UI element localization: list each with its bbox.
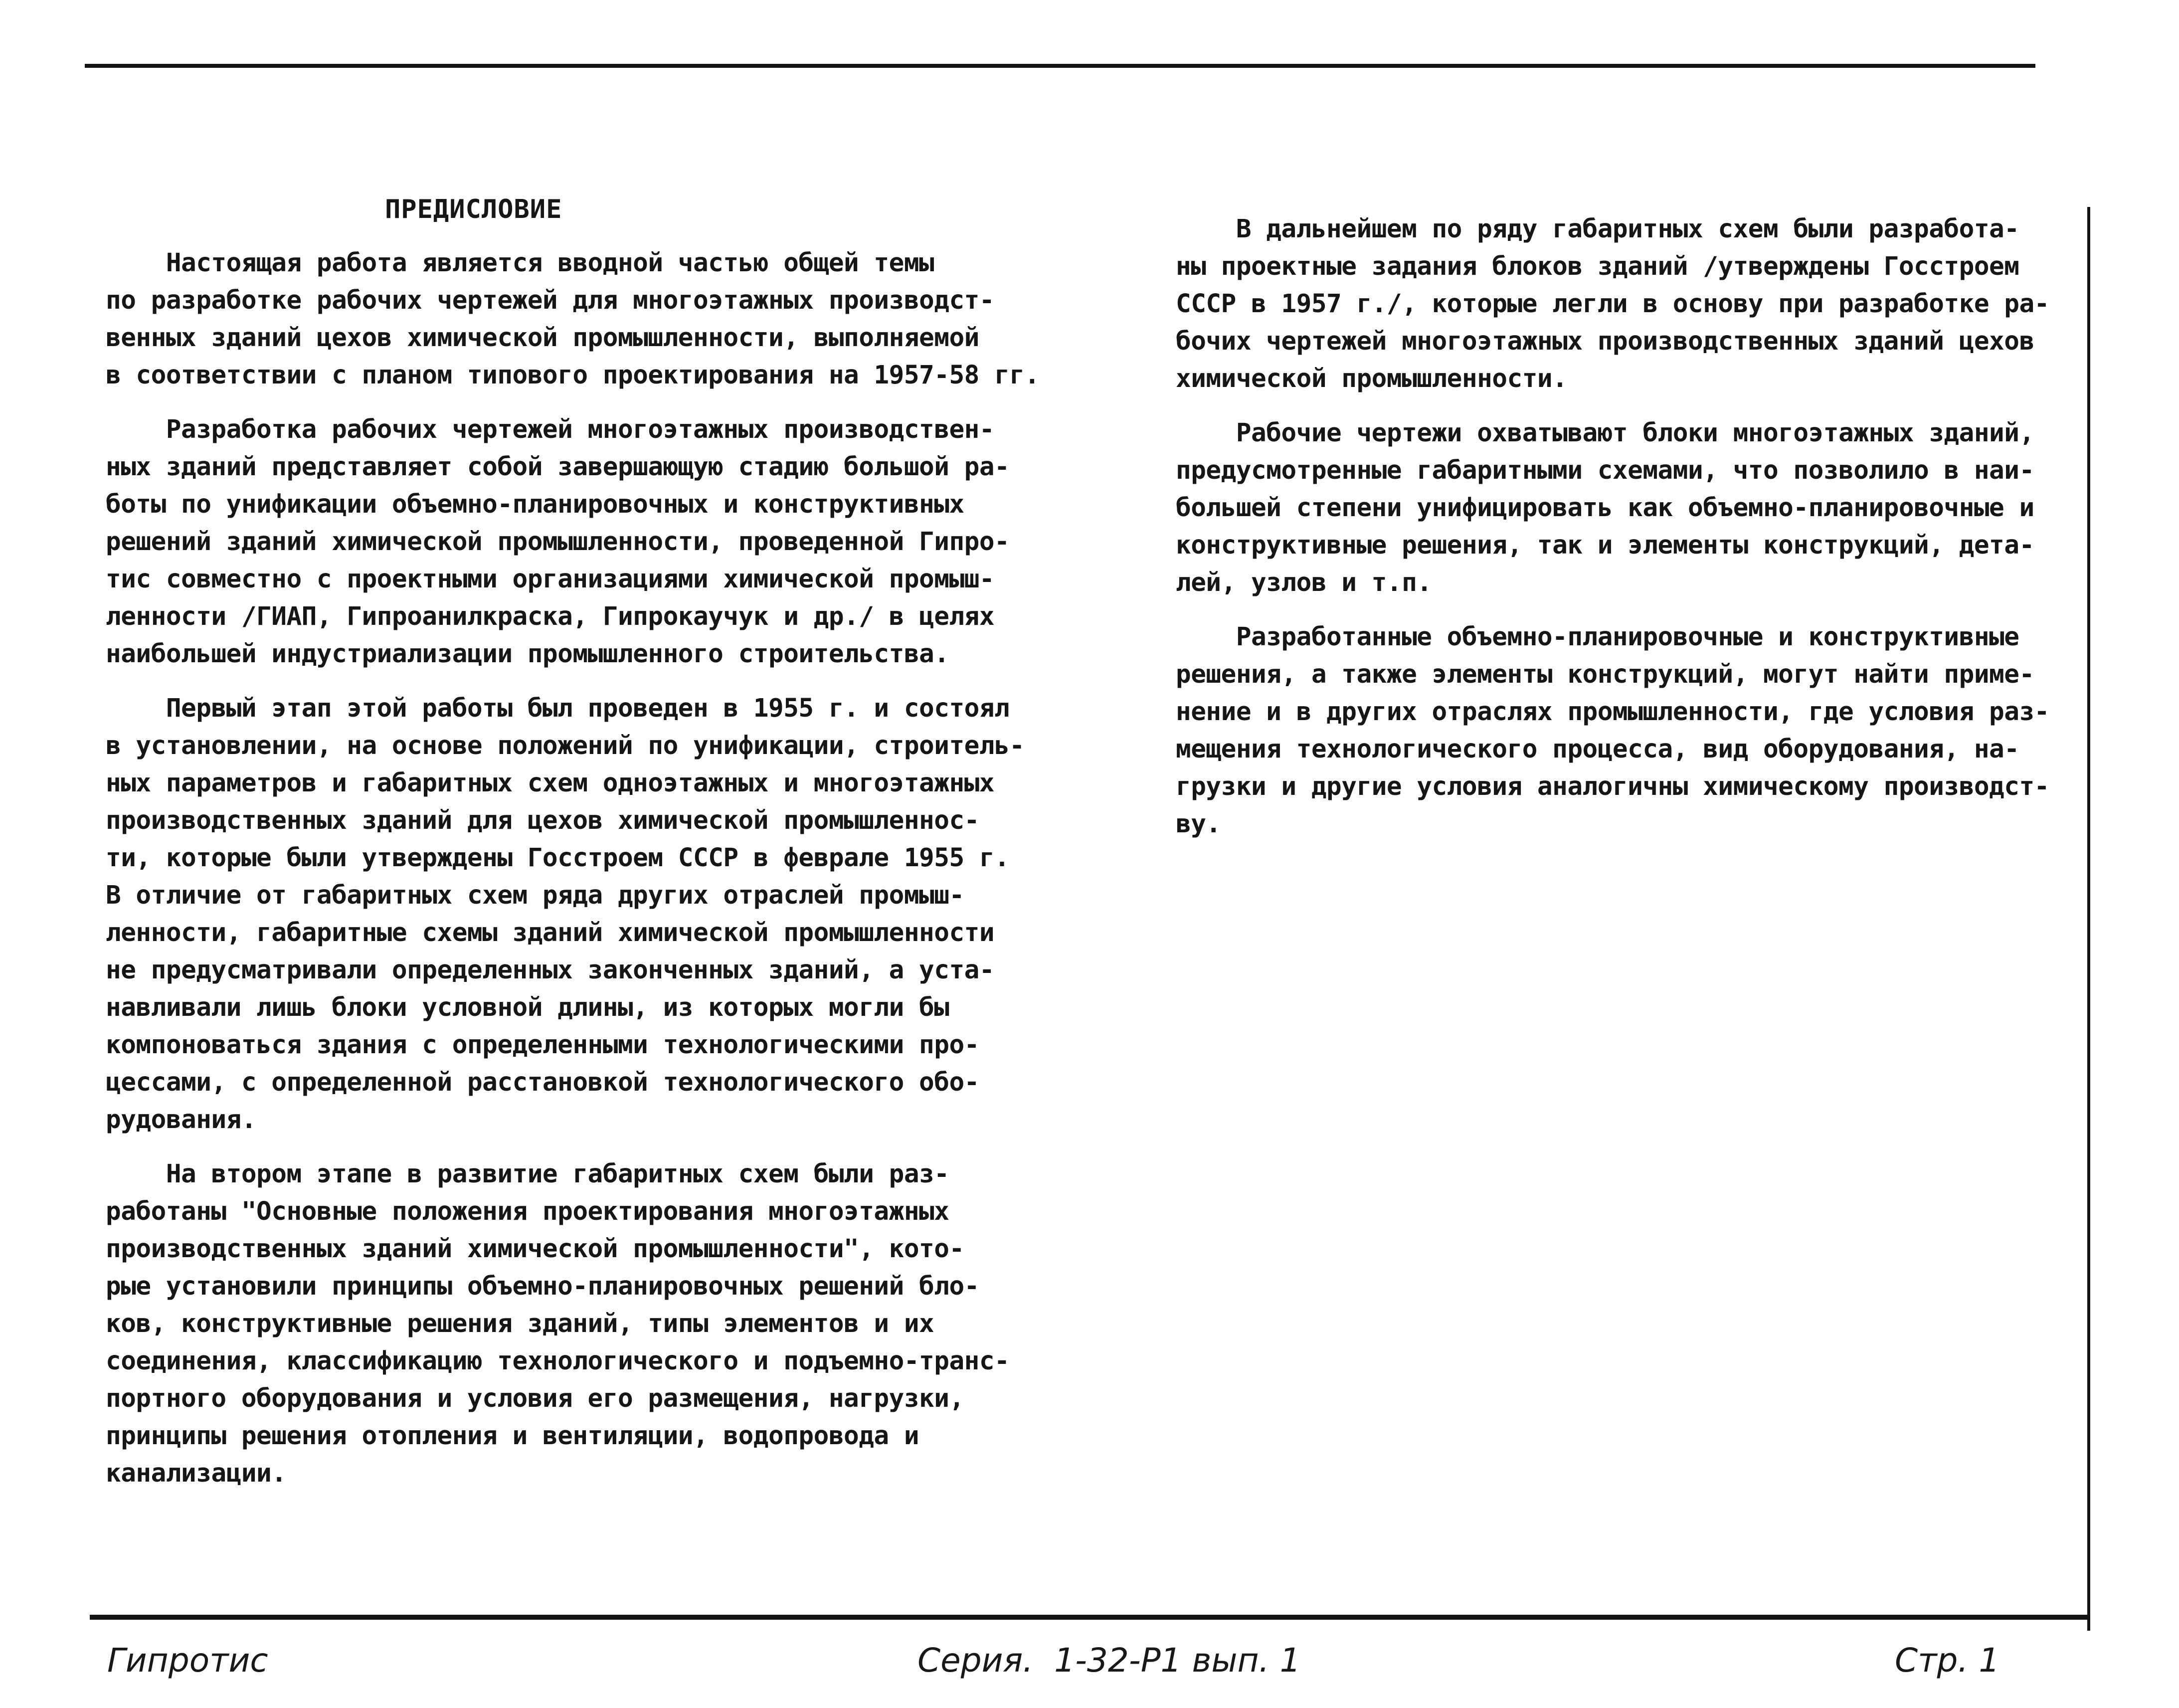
left-text-column	[106, 190, 1048, 1509]
text-line: наибольшей индустриализации промышленного строительства.	[106, 639, 949, 669]
text-line: решений зданий химической промышленности, проведенной Гипро-	[106, 527, 1010, 557]
text-line: в соответствии с планом типового проектирования на 1957-58 гг.	[106, 361, 1040, 390]
right-paragraphs	[1176, 210, 2073, 843]
text-line: цессами, с определенной расстановкой технологического обо-	[106, 1068, 979, 1097]
paragraph	[106, 690, 1048, 1139]
text-line: В отличие от габаритных схем ряда других отраслей промыш-	[106, 881, 964, 910]
footer-series: Серия. 1-32-Р1 вып. 1	[917, 1641, 1301, 1680]
text-line: ков, конструктивные решения зданий, типы элементов и их	[106, 1309, 934, 1338]
text-line: Разработанные объемно-планировочные и конструктивные	[1176, 622, 2019, 652]
text-line: ленности, габаритные схемы зданий химической промышленности	[106, 918, 995, 948]
text-line: Настоящая работа является вводной частью общей темы	[106, 248, 934, 278]
text-line: Рабочие чертежи охватывают блоки многоэтажных зданий,	[1176, 418, 2034, 448]
text-line: мещения технологического процесса, вид оборудования, на-	[1176, 735, 2019, 764]
top-rule	[85, 64, 2035, 68]
text-line: по разработке рабочих чертежей для многоэтажных производст-	[106, 286, 995, 315]
left-paragraphs	[106, 244, 1048, 1492]
page-heading: ПРЕДИСЛОВИЕ	[385, 194, 562, 224]
text-line: Первый этап этой работы был проведен в 1955 г. и состоял	[106, 694, 1010, 723]
paragraph	[1176, 618, 2073, 843]
text-line: бочих чертежей многоэтажных производственных зданий цехов	[1176, 327, 2034, 356]
text-line: химической промышленности.	[1176, 364, 1568, 393]
text-line: рудования.	[106, 1105, 257, 1135]
text-line: производственных зданий для цехов химической промышленнос-	[106, 806, 979, 835]
text-line: венных зданий цехов химической промышленности, выполняемой	[106, 323, 979, 353]
text-line: навливали лишь блоки условной длины, из которых могли бы	[106, 993, 949, 1022]
paragraph	[106, 1155, 1048, 1492]
text-line: В дальнейшем по ряду габаритных схем были разработа-	[1176, 214, 2019, 244]
text-line: СССР в 1957 г./, которые легли в основу при разработке ра-	[1176, 289, 2049, 319]
paragraph	[106, 244, 1048, 394]
text-line: нение и в других отраслях промышленности, где условия раз-	[1176, 697, 2049, 727]
footer-page-number: Стр. 1	[1895, 1641, 2000, 1680]
text-line: боты по унификации объемно-планировочных и конструктивных	[106, 490, 964, 519]
text-line: ных параметров и габаритных схем одноэтажных и многоэтажных	[106, 768, 995, 798]
text-line: На втором этапе в развитие габаритных схем были раз-	[106, 1159, 949, 1189]
paragraph	[1176, 414, 2073, 601]
right-frame-line	[2087, 207, 2090, 1631]
text-line: ву.	[1176, 809, 1221, 839]
text-line: работаны "Основные положения проектирования многоэтажных	[106, 1197, 949, 1226]
text-line: соединения, классификацию технологического и подъемно-транс-	[106, 1346, 1010, 1376]
text-line: тис совместно с проектными организациями химической промыш-	[106, 565, 995, 594]
bottom-rule	[90, 1615, 2090, 1620]
text-line: предусмотренные габаритными схемами, что позволило в наи-	[1176, 456, 2034, 485]
text-line: ных зданий представляет собой завершающую стадию большой ра-	[106, 452, 1010, 482]
text-line: в установлении, на основе положений по унификации, строитель-	[106, 731, 1025, 760]
paragraph	[106, 411, 1048, 673]
text-line: принципы решения отопления и вентиляции, водопровода и	[106, 1421, 919, 1451]
text-line: портного оборудования и условия его размещения, нагрузки,	[106, 1384, 964, 1413]
text-line: производственных зданий химической промышленности", кото-	[106, 1234, 964, 1264]
paragraph	[1176, 210, 2073, 397]
text-line: канализации.	[106, 1459, 287, 1488]
right-text-column	[1176, 210, 2073, 860]
text-line: большей степени унифицировать как объемно-планировочные и	[1176, 493, 2034, 523]
footer-organization: Гипротис	[107, 1641, 268, 1680]
text-line: рые установили принципы объемно-планировочных решений бло-	[106, 1272, 979, 1301]
text-line: грузки и другие условия аналогичны химическому производст-	[1176, 772, 2049, 801]
text-line: конструктивные решения, так и элементы конструкций, дета-	[1176, 531, 2034, 560]
text-line: ленности /ГИАП, Гипроанилкраска, Гипрокаучук и др./ в целях	[106, 602, 995, 631]
text-line: не предусматривали определенных законченных зданий, а уста-	[106, 955, 995, 985]
text-line: Разработка рабочих чертежей многоэтажных производствен-	[106, 415, 995, 444]
text-line: решения, а также элементы конструкций, могут найти приме-	[1176, 660, 2034, 689]
text-line: ны проектные задания блоков зданий /утверждены Госстроем	[1176, 252, 2019, 281]
text-line: лей, узлов и т.п.	[1176, 568, 1432, 597]
text-line: компоноваться здания с определенными технологическими про-	[106, 1030, 979, 1060]
text-line: ти, которые были утверждены Госстроем СССР в феврале 1955 г.	[106, 843, 1010, 873]
